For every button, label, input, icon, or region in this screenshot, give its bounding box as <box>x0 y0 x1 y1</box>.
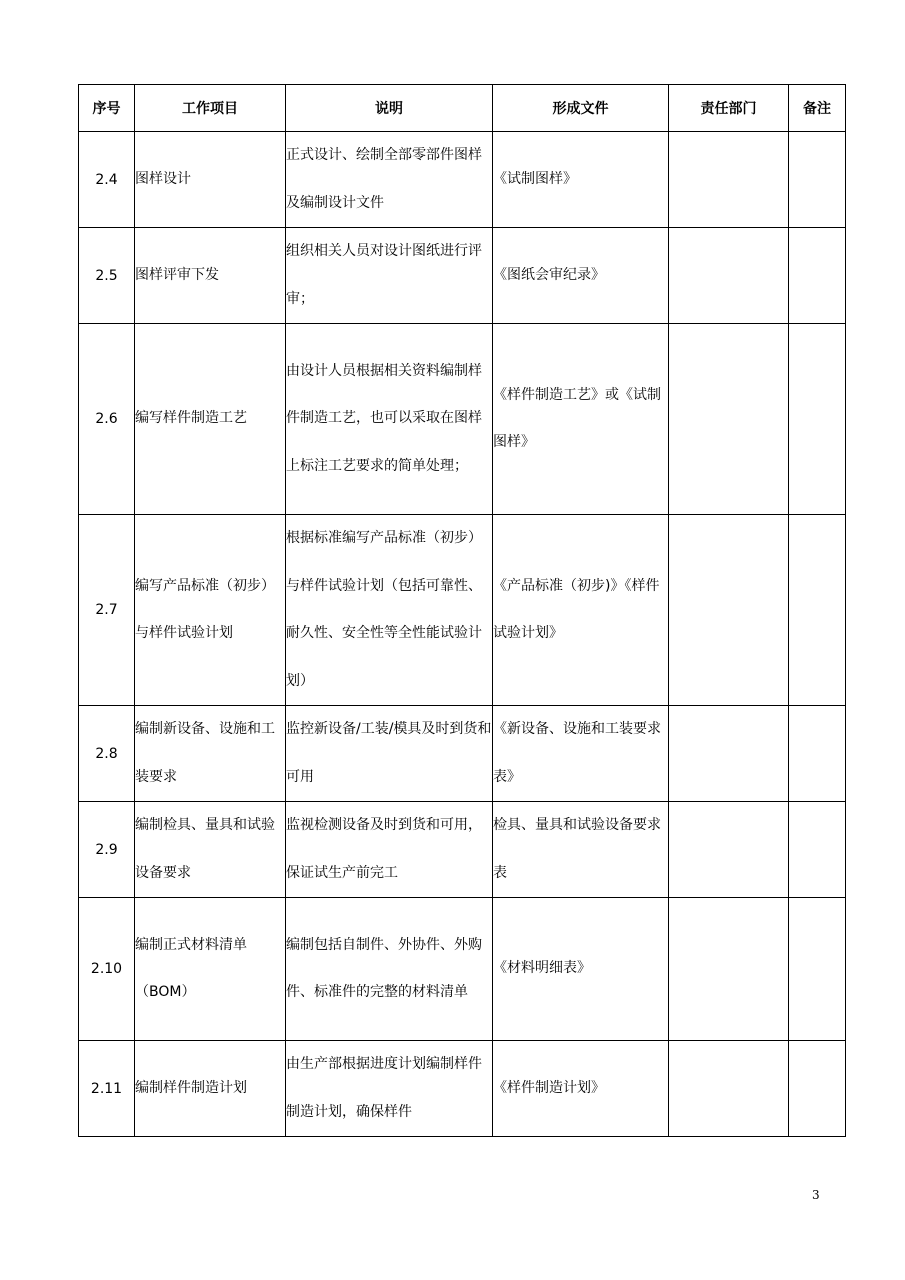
cell-desc: 监控新设备/工装/模具及时到货和可用 <box>286 706 493 802</box>
cell-note <box>789 324 846 515</box>
cell-desc: 正式设计、绘制全部零部件图样及编制设计文件 <box>286 132 493 228</box>
table-row <box>79 706 846 802</box>
cell-item: 编写产品标准（初步）与样件试验计划 <box>135 515 286 706</box>
cell-item: 编制检具、量具和试验设备要求 <box>135 802 286 898</box>
cell-dept <box>669 324 789 515</box>
cell-dept <box>669 1041 789 1137</box>
cell-desc: 根据标准编写产品标准（初步）与样件试验计划（包括可靠性、耐久性、安全性等全性能试验计划） <box>286 515 493 706</box>
cell-note <box>789 1041 846 1137</box>
cell-doc: 《新设备、设施和工装要求表》 <box>493 706 669 802</box>
header-doc: 形成文件 <box>493 85 669 132</box>
cell-dept <box>669 132 789 228</box>
cell-dept <box>669 515 789 706</box>
cell-desc: 由生产部根据进度计划编制样件制造计划，确保样件 <box>286 1041 493 1137</box>
cell-dept <box>669 898 789 1041</box>
header-item: 工作项目 <box>135 85 286 132</box>
cell-no: 2.10 <box>79 898 135 1041</box>
cell-no: 2.9 <box>79 802 135 898</box>
cell-dept <box>669 228 789 324</box>
cell-note <box>789 706 846 802</box>
cell-desc: 由设计人员根据相关资料编制样件制造工艺，也可以采取在图样上标注工艺要求的简单处理； <box>286 324 493 515</box>
cell-no: 2.7 <box>79 515 135 706</box>
cell-doc: 《材料明细表》 <box>493 898 669 1041</box>
table-row <box>79 1041 846 1137</box>
cell-dept <box>669 706 789 802</box>
cell-desc: 监视检测设备及时到货和可用，保证试生产前完工 <box>286 802 493 898</box>
cell-desc: 编制包括自制件、外协件、外购件、标准件的完整的材料清单 <box>286 898 493 1041</box>
cell-item: 图样评审下发 <box>135 228 286 324</box>
cell-note <box>789 898 846 1041</box>
table-header-row <box>79 85 846 132</box>
cell-note <box>789 802 846 898</box>
work-plan-table <box>78 84 846 1137</box>
table-row <box>79 898 846 1041</box>
page-number: 3 <box>812 1188 820 1202</box>
header-no: 序号 <box>79 85 135 132</box>
cell-item: 编制正式材料清单（BOM） <box>135 898 286 1041</box>
cell-item: 编写样件制造工艺 <box>135 324 286 515</box>
cell-item: 编制新设备、设施和工装要求 <box>135 706 286 802</box>
cell-doc: 《产品标准（初步)》《样件试验计划》 <box>493 515 669 706</box>
cell-doc: 《试制图样》 <box>493 132 669 228</box>
table-row <box>79 132 846 228</box>
cell-note <box>789 132 846 228</box>
cell-item: 图样设计 <box>135 132 286 228</box>
header-dept: 责任部门 <box>669 85 789 132</box>
cell-note <box>789 515 846 706</box>
cell-no: 2.8 <box>79 706 135 802</box>
cell-doc: 检具、量具和试验设备要求表 <box>493 802 669 898</box>
cell-no: 2.6 <box>79 324 135 515</box>
table-row <box>79 802 846 898</box>
table-row <box>79 228 846 324</box>
cell-desc: 组织相关人员对设计图纸进行评审； <box>286 228 493 324</box>
header-desc: 说明 <box>286 85 493 132</box>
cell-no: 2.4 <box>79 132 135 228</box>
cell-doc: 《图纸会审纪录》 <box>493 228 669 324</box>
cell-note <box>789 228 846 324</box>
table-row <box>79 515 846 706</box>
header-note: 备注 <box>789 85 846 132</box>
cell-no: 2.5 <box>79 228 135 324</box>
cell-item: 编制样件制造计划 <box>135 1041 286 1137</box>
cell-doc: 《样件制造工艺》或《试制图样》 <box>493 324 669 515</box>
cell-dept <box>669 802 789 898</box>
cell-doc: 《样件制造计划》 <box>493 1041 669 1137</box>
table-row <box>79 324 846 515</box>
cell-no: 2.11 <box>79 1041 135 1137</box>
